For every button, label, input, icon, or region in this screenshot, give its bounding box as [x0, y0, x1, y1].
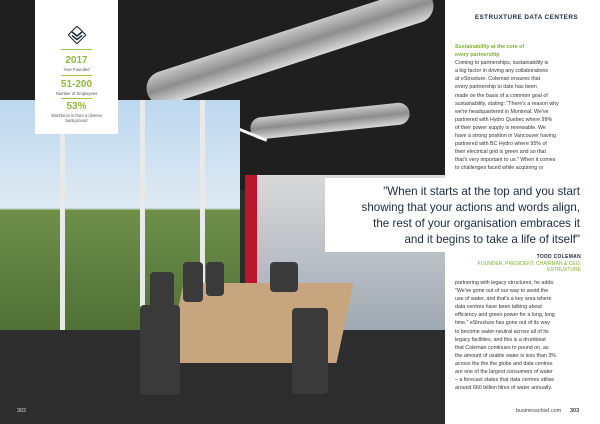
- body-line: are one of the largest consumers of water: [455, 369, 553, 376]
- body-line: every partnership to date has been: [455, 84, 537, 91]
- body-line: efficiency and green power for a long, long: [455, 312, 555, 319]
- stat-label-founded: Year Founded: [63, 67, 90, 72]
- photo-chair: [206, 262, 224, 296]
- body-line: sustainability, stating: "There's a reason why: [455, 100, 559, 107]
- body-line: partnered with BC Hydro where 95% of: [455, 141, 547, 148]
- photo-chair: [292, 308, 328, 394]
- photo-chair: [140, 305, 180, 395]
- pull-quote-line: "When it starts at the top and you start: [383, 185, 580, 198]
- photo-chair: [150, 272, 174, 308]
- body-line: to become water-neutral across all of its: [455, 328, 549, 335]
- pull-quote-line: and it begins to take a life of itself": [404, 233, 580, 246]
- body-line: – a forecast states that data centres utilise: [455, 377, 555, 384]
- body-line: time." eStruxture has gone out of its way: [455, 320, 550, 327]
- stat-value-diversity: 53%: [66, 101, 87, 112]
- body-line: across the the the globe and data centres: [455, 360, 553, 367]
- stat-value-founded: 2017: [65, 55, 88, 66]
- pull-quote: [331, 184, 580, 248]
- stat-label-employees: Number of Employees: [55, 91, 98, 96]
- body-line: partnering with legacy structures, he adds:: [455, 280, 555, 286]
- body-line: their electrical grid is green and so that: [455, 149, 546, 156]
- body-line: partnered with Hydro Quebec where 99%: [455, 116, 553, 123]
- stats-panel: [35, 0, 118, 134]
- photo-mullion: [140, 100, 145, 340]
- section-header: ESTRUXTURE DATA CENTERS: [474, 14, 578, 21]
- site-url[interactable]: businesschief.com: [516, 408, 562, 414]
- body-line: we're headquartered in Montreal. We've: [455, 108, 549, 115]
- article-top-column: [455, 43, 581, 173]
- body-line: of their power supply is renewable. We: [455, 124, 546, 131]
- body-line: have a strong position in Vancouver having: [455, 133, 556, 140]
- article-bottom-column: [455, 279, 581, 392]
- pull-quote-line: the rest of your organisation embraces it: [373, 217, 580, 230]
- body-line: at eStruxture. Coleman ensures that: [455, 76, 541, 83]
- body-line: the amount of usable water is less than 3%: [455, 352, 556, 359]
- chevron-stack-logo-icon: [68, 26, 86, 44]
- quote-attribution: [455, 254, 581, 274]
- attribution-name: TODD COLEMAN: [536, 254, 581, 260]
- attribution-company: ESTRUXTURE: [547, 267, 581, 273]
- photo-chair: [270, 262, 298, 292]
- photo-chair: [183, 262, 203, 302]
- body-line: "We've gone out of our way to avoid the: [455, 288, 549, 295]
- stat-label-diversity: Workforce is from a diverse background: [51, 113, 102, 123]
- subheading: every partnership: [455, 52, 500, 59]
- page-number-right: 303: [570, 408, 580, 414]
- body-line: Coming to partnerships, sustainability is: [455, 60, 549, 67]
- page-number-left: 302: [17, 408, 27, 414]
- stats-divider: [61, 75, 92, 76]
- stats-divider: [61, 98, 92, 99]
- stats-divider: [61, 49, 92, 50]
- pull-quote-line: showing that your actions and words align,: [361, 201, 580, 214]
- body-line: that's very important to us." When it comes: [455, 157, 556, 164]
- body-line: use of water, and that's a key area where: [455, 296, 552, 303]
- body-line: a big factor in driving any collaborations: [455, 68, 549, 75]
- subheading: Sustainability at the core of: [455, 44, 525, 50]
- stat-value-employees: 51-200: [60, 79, 93, 90]
- attribution-role: FOUNDER, PRESIDENT, CHAIRMAN & CEO,: [477, 260, 581, 267]
- body-line: around 660 billion litres of water annually.: [455, 385, 553, 392]
- body-line: to challenges faced while acquiring or: [455, 165, 544, 172]
- body-line: made on the basis of a common goal of: [455, 92, 548, 99]
- body-line: data centres have been talking about: [455, 304, 542, 311]
- body-line: legacy facilities, and this is a drumbeat: [455, 336, 546, 343]
- body-line: that Coleman continues to pound on, as: [455, 344, 549, 351]
- photo-mullion: [60, 100, 65, 340]
